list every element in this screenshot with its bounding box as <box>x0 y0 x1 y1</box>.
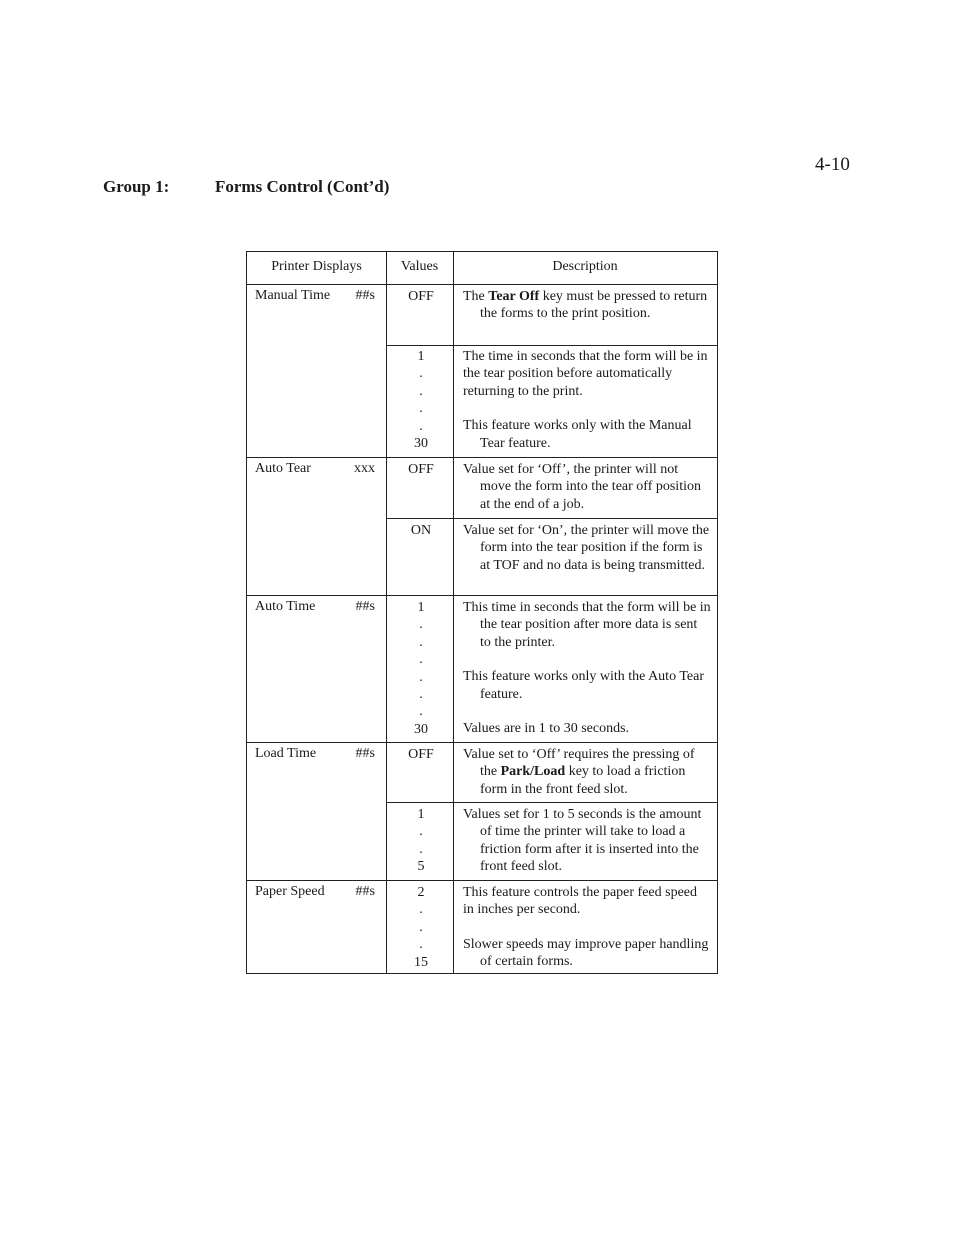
header-divider <box>247 284 717 285</box>
value-range: 1 . . 5 <box>417 807 425 875</box>
header-printer-displays: Printer Displays <box>271 259 362 274</box>
column-divider <box>386 252 387 973</box>
header-description: Description <box>552 259 618 274</box>
display-code: ##s <box>355 746 375 761</box>
row-divider <box>386 518 717 519</box>
value-cell: OFF <box>408 289 434 304</box>
display-load-time: Load Time <box>255 746 317 761</box>
description-cell: Value set to ‘Off’ requires the pressing of the Park/Load key to load a friction form in the front feed slot. <box>463 747 695 797</box>
display-auto-tear: Auto Tear <box>255 461 311 476</box>
value-cell: OFF <box>408 747 434 762</box>
description-cell: Value set for ‘On’, the printer will move the form into the tear position if the form is at TOF and no data is being transmitted. <box>463 523 710 573</box>
display-paper-speed: Paper Speed <box>255 884 325 899</box>
display-code: ##s <box>355 599 375 614</box>
row-divider <box>247 457 717 458</box>
header-values: Values <box>400 259 439 274</box>
row-divider <box>247 595 717 596</box>
group-label: Group 1: <box>103 177 170 196</box>
row-divider <box>386 345 717 346</box>
row-divider <box>247 742 717 743</box>
description-cell: This time in seconds that the form will be in the tear position after more data is sent to the printer. This feature works only with the Auto Tear feature. Values are in 1 to 30 seconds. <box>463 600 711 737</box>
display-code: xxx <box>354 461 375 476</box>
description-cell: This feature controls the paper feed speed in inches per second. Slower speeds may improve paper handling of certain forms. <box>463 885 709 970</box>
description-cell: The Tear Off key must be pressed to return the forms to the print position. <box>463 289 708 322</box>
row-divider <box>386 802 717 803</box>
value-cell: ON <box>410 523 432 538</box>
value-range: 2 . . . 15 <box>414 885 428 970</box>
display-manual-time: Manual Time <box>255 288 331 303</box>
display-code: ##s <box>355 884 375 899</box>
page-number: 4-10 <box>815 154 850 175</box>
description-cell: Values set for 1 to 5 seconds is the amount of time the printer will take to load a friction form after it is inserted into the front feed slot. <box>463 807 702 875</box>
description-cell: Value set for ‘Off’, the printer will not move the form into the tear off position at the end of a job. <box>463 462 701 512</box>
value-cell: OFF <box>408 462 434 477</box>
display-code: ##s <box>355 288 375 303</box>
display-auto-time: Auto Time <box>255 599 316 614</box>
row-divider <box>247 880 717 881</box>
value-range: 1 . . . . . . 30 <box>414 600 428 737</box>
settings-table <box>246 251 718 974</box>
value-range: 1 . . . . 30 <box>414 349 428 452</box>
description-cell: The time in seconds that the form will be in the tear position before automatically returning to the print. This feature works only with the Manual Tear feature. <box>463 349 708 451</box>
group-title: Forms Control (Cont’d) <box>215 177 390 196</box>
